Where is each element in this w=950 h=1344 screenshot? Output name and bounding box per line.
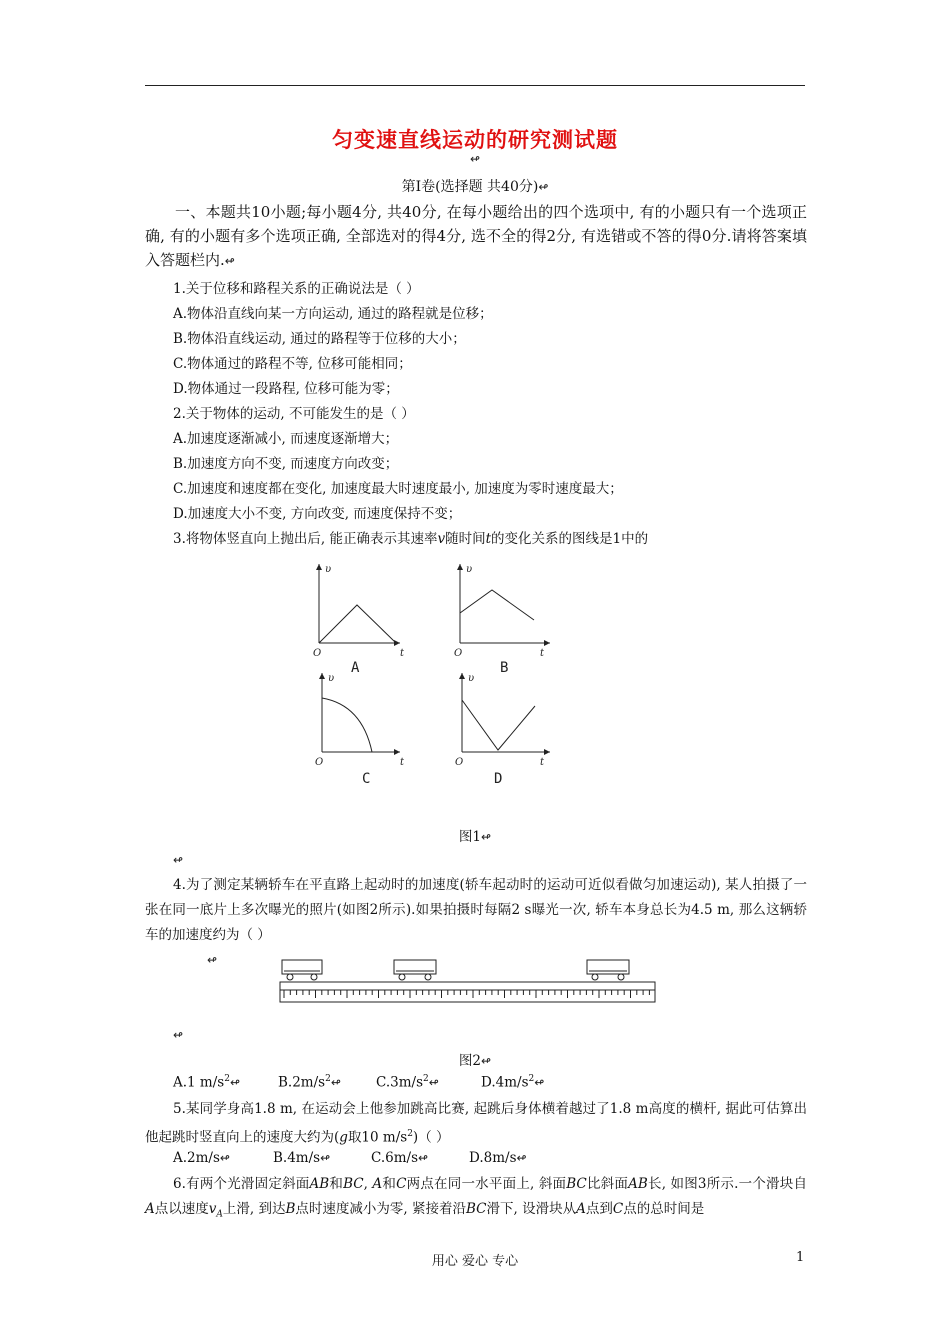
figure-2 <box>270 950 670 1010</box>
figure-2-caption <box>0 1049 950 1069</box>
graph-d-curve <box>462 700 535 750</box>
q3-stem-part1: 3.将物体竖直向上抛出后, 能正确表示其速率 <box>173 531 438 547</box>
paragraph-mark-icon: ↫ <box>534 1075 545 1090</box>
graph-c-label: C <box>362 771 371 787</box>
page-number: 1 <box>796 1250 805 1265</box>
q4-stem: 4.为了测定某辆轿车在平直路上起动时的加速度(轿车起动时的运动可近似看做匀加速运动), 某人拍摄了一张在同一底片上多次曝光的照片(如图2所示).如果拍摄时每隔2 s曝光一次, 轿车本身总长为4.5 m, 那么这辆轿车的加速度约为（ ） <box>145 877 807 943</box>
blank-line <box>173 852 183 868</box>
q3-var-v: v <box>437 531 446 547</box>
figure-1 <box>0 560 950 820</box>
paragraph-mark-icon: ↫ <box>219 1151 230 1165</box>
paragraph-mark-icon: ↫ <box>516 1151 527 1165</box>
q5-stem-part3: )（ ） <box>412 1129 450 1146</box>
paragraph-mark-icon: ↫ <box>173 853 184 867</box>
paragraph-mark-icon: ↫ <box>481 830 492 844</box>
q5-option-d: D.8m/s↫ <box>469 1150 527 1166</box>
section-header-text: 第Ⅰ卷(选择题 共40分) <box>401 179 539 195</box>
blank-line-2 <box>173 1027 183 1043</box>
figure-1-caption-text: 图1 <box>458 829 482 845</box>
paragraph-mark-icon: ↫ <box>330 1075 341 1090</box>
q5-option-b: B.4m/s↫ <box>273 1150 331 1166</box>
title-marker <box>0 151 950 167</box>
q4-option-a: A.1 $m/s^2↫$ <box>173 1074 240 1091</box>
q4-option-b: $B.2m/s^2↫$ <box>278 1074 341 1091</box>
q4-option-c: $C.3m/s^2↫$ <box>376 1074 439 1091</box>
q2-option-d: D.加速度大小不变, 方向改变, 而速度保持不变； <box>173 506 462 522</box>
q1-option-b: B.物体沿直线运动, 通过的路程等于位移的大小； <box>173 331 466 347</box>
graph-a-label: A <box>351 660 360 676</box>
graph-c-curve <box>322 698 372 752</box>
car-exposure-2 <box>394 960 436 980</box>
q5-stem-part2: 取10 m/s <box>347 1129 408 1146</box>
figure-2-marker <box>207 952 217 968</box>
paragraph-mark-icon: ↫ <box>469 152 481 166</box>
graph-c <box>322 673 400 752</box>
graph-c-t-label: t <box>400 757 405 768</box>
q1-option-d: D.物体通过一段路程, 位移可能为零； <box>173 381 399 397</box>
car-exposure-3 <box>587 960 629 980</box>
paragraph-mark-icon: ↫ <box>418 1151 429 1165</box>
paragraph-mark-icon: ↫ <box>224 254 235 268</box>
car-exposure-1 <box>282 960 322 980</box>
page-title: 匀变速直线运动的研究测试题 <box>332 127 618 152</box>
q3-stem <box>173 527 648 547</box>
graph-a-origin: O <box>313 648 322 659</box>
q5-options <box>173 1150 527 1166</box>
graph-b-label: B <box>500 660 509 676</box>
graph-b-v-label: υ <box>466 564 473 575</box>
q2-option-a: A.加速度逐渐减小, 而速度逐渐增大； <box>173 431 399 447</box>
graph-a-t-label: t <box>400 648 405 659</box>
header-rule <box>145 85 805 86</box>
q5-option-a: A.2m/s↫ <box>173 1150 230 1166</box>
q5-sup: 2 <box>407 1129 413 1139</box>
q4-option-d: $D.4m/s^2↫$ <box>481 1074 545 1091</box>
graph-b <box>460 564 550 643</box>
graph-d-t-label: t <box>540 757 545 768</box>
graph-d-origin: O <box>455 757 464 768</box>
q5-var-g: g <box>339 1129 348 1146</box>
graph-c-origin: O <box>315 757 324 768</box>
paragraph-mark-icon: ↫ <box>481 1054 492 1068</box>
graph-b-t-label: t <box>540 648 545 659</box>
figure-1-caption <box>0 825 950 845</box>
paragraph-mark-icon: ↫ <box>173 1028 184 1042</box>
graph-b-curve <box>460 590 534 620</box>
graph-d <box>462 673 550 752</box>
q3-stem-part3: 的变化关系的图线是1中的 <box>491 531 649 547</box>
graph-a-v-label: υ <box>325 564 332 575</box>
q3-stem-part2: 随时间 <box>445 531 486 547</box>
q5-stem <box>145 1097 807 1151</box>
paragraph-mark-icon: ↫ <box>428 1075 439 1090</box>
q5-stem-part1: 5.某同学身高1.8 m, 在运动会上他参加跳高比赛, 起跳后身体横着越过了1.8 m高度的横杆, 据此可估算出他起跳时竖直向上的速度大约为( <box>145 1101 807 1146</box>
q3-var-t: t <box>485 531 492 547</box>
q5-option-c: C.6m/s↫ <box>371 1150 429 1166</box>
q1-stem: 1.关于位移和路程关系的正确说法是（ ） <box>173 281 420 297</box>
q6-stem: 6.有两个光滑固定斜面AB和BC, A和C两点在同一水平面上, 斜面BC比斜面AB长, 如图3所示.一个滑块自A点以速度$v_A$上滑, 到达B点时速度减小为零, 紧接着沿BC滑下, 设滑块从A点到C点的总时间是 <box>145 1176 807 1220</box>
figure-2-caption-text: 图2 <box>458 1053 482 1069</box>
paragraph-mark-icon: ↫ <box>538 180 549 194</box>
page-footer: 用心 爱心 专心 <box>431 1254 519 1269</box>
q4-options <box>173 1074 544 1091</box>
q2-option-b: B.加速度方向不变, 而速度方向改变； <box>173 456 399 472</box>
graph-d-v-label: υ <box>468 673 475 684</box>
graph-b-origin: O <box>454 648 463 659</box>
q2-option-c: C.加速度和速度都在变化, 加速度最大时速度最小, 加速度为零时速度最大； <box>173 481 623 497</box>
q1-option-c: C.物体通过的路程不等, 位移可能相同； <box>173 356 412 372</box>
graph-d-label: D <box>494 771 503 787</box>
paragraph-mark-icon: ↫ <box>207 953 218 967</box>
graph-a <box>319 564 400 643</box>
q2-stem: 2.关于物体的运动, 不可能发生的是（ ） <box>173 406 415 422</box>
q1-option-a: A.物体沿直线向某一方向运动, 通过的路程就是位移； <box>173 306 493 322</box>
paragraph-mark-icon: ↫ <box>320 1151 331 1165</box>
graph-c-v-label: υ <box>328 673 335 684</box>
graph-a-curve <box>319 605 396 643</box>
paragraph-mark-icon: ↫ <box>229 1075 240 1090</box>
instructions-text: 一、本题共10小题;每小题4分, 共40分, 在每小题给出的四个选项中, 有的小题只有一个选项正确, 有的小题有多个选项正确, 全部选对的得4分, 选不全的得2分, 有选错或不答的得0分.请将答案填入答题栏内. <box>145 203 807 269</box>
section-header <box>0 176 950 196</box>
instructions <box>145 200 807 273</box>
